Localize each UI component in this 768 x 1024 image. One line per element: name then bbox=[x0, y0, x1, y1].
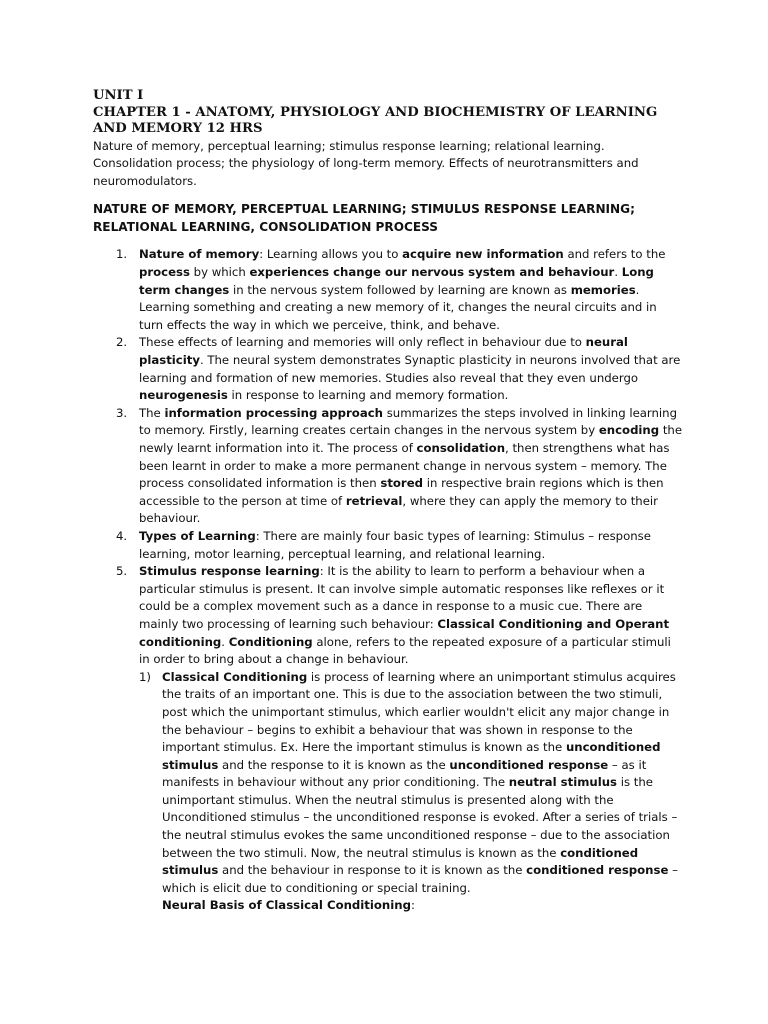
subheading-neural-basis bbox=[162, 897, 683, 915]
text-run: and the response to it is known as the bbox=[218, 757, 450, 772]
text-run: : Learning allows you to bbox=[259, 247, 403, 262]
text-run: summarizes the steps involved in linking learning to memory. Firstly, learning creates certain changes in the nervous system by bbox=[139, 405, 678, 438]
bold-term: consolidation bbox=[416, 441, 506, 455]
chapter-title: CHAPTER 1 - ANATOMY, PHYSIOLOGY AND BIOCHEMISTRY OF LEARNING AND MEMORY 12 HRS bbox=[93, 104, 658, 136]
bold-term: Nature of memory bbox=[139, 247, 260, 262]
text-run: in respective brain regions which is then accessible to the person at time of bbox=[139, 476, 664, 508]
bold-term: memories bbox=[570, 282, 636, 297]
list-item bbox=[93, 334, 683, 404]
bold-term: stored bbox=[380, 476, 423, 491]
text-run: : There are mainly four basic types of learning: Stimulus – response learning, motor learning, perceptual learning, and relational learning. bbox=[139, 528, 651, 561]
list-item-text bbox=[139, 246, 683, 334]
text-run: in the nervous system followed by learning are known as bbox=[229, 282, 571, 297]
text-run: : It is the ability to learn to perform a behaviour when a particular stimulus is present. It can involve simple automatic responses like reflexes or it could be a complex movement such as a dance in response to a music cue. There are mainly two processing of learning such behaviour: bbox=[139, 564, 665, 631]
list-item bbox=[93, 528, 683, 563]
bold-term: neural plasticity bbox=[139, 335, 628, 368]
text-run: , where they can apply the memory to their behaviour. bbox=[139, 493, 658, 526]
bold-term: Types of Learning bbox=[139, 528, 256, 543]
numbered-list bbox=[93, 246, 683, 915]
text-run: . The neural system demonstrates Synaptic plasticity in neurons involved that are learning and formation of new memories. Studies also reveal that they even undergo bbox=[139, 353, 681, 385]
text-run: : bbox=[410, 898, 415, 913]
sub-list-number: 1) bbox=[139, 669, 151, 684]
bold-term: neutral stimulus bbox=[508, 775, 617, 790]
sub-list-item bbox=[139, 669, 683, 915]
bold-term: acquire new information bbox=[402, 247, 564, 262]
list-number: 3. bbox=[116, 405, 128, 420]
sub-list-item-text bbox=[162, 669, 683, 898]
bold-term: experiences change our nervous system and behaviour bbox=[249, 265, 615, 280]
list-number: 2. bbox=[116, 335, 128, 350]
list-item-text bbox=[139, 405, 683, 528]
bold-term: conditioned response bbox=[526, 863, 669, 878]
text-run: . Learning something and creating a new memory of it, changes the neural circuits and in turn effects the way in which we perceive, think, and behave. bbox=[139, 282, 657, 332]
bold-term: Classical Conditioning bbox=[162, 669, 308, 684]
text-run: by which bbox=[189, 265, 250, 280]
text-run: These effects of learning and memories will only reflect in behaviour due to bbox=[139, 335, 586, 350]
bold-term: Stimulus response learning bbox=[139, 564, 320, 579]
text-run: The bbox=[139, 405, 165, 420]
bold-term: conditioned stimulus bbox=[162, 845, 639, 878]
text-run: – as it manifests in behaviour without any prior conditioning. The bbox=[162, 757, 647, 790]
bold-term: Classical Conditioning and Operant conditioning bbox=[139, 616, 670, 649]
list-item-text bbox=[139, 528, 683, 563]
bold-term: process bbox=[139, 265, 190, 280]
text-run: . bbox=[221, 634, 229, 649]
text-run: alone, refers to the repeated exposure of a particular stimuli in order to bring about a change in behaviour. bbox=[139, 634, 671, 667]
text-run: . bbox=[614, 265, 622, 280]
bold-term: unconditioned stimulus bbox=[162, 740, 661, 772]
text-run: – which is elicit due to conditioning or special training. bbox=[162, 863, 678, 895]
list-number: 1. bbox=[116, 247, 128, 262]
list-number: 4. bbox=[116, 528, 128, 543]
list-item bbox=[93, 405, 683, 528]
text-run: in response to learning and memory formation. bbox=[227, 388, 509, 403]
text-run: the newly learnt information into it. The process of bbox=[139, 423, 683, 455]
chapter-intro: Nature of memory, perceptual learning; stimulus response learning; relational learning. Consolidation process; the physiology of long-term memory. Effects of neurotransmitters and neuromodulators. bbox=[93, 138, 639, 188]
unit-title: UNIT I bbox=[93, 88, 144, 103]
text-run: , then strengthens what has been learnt in order to make a more permanent change in nervous system – memory. The process consolidated information is then bbox=[139, 441, 670, 491]
section-heading: NATURE OF MEMORY, PERCEPTUAL LEARNING; STIMULUS RESPONSE LEARNING; RELATIONAL LEARNING, CONSOLIDATION PROCESS bbox=[93, 202, 635, 234]
bold-term: Conditioning bbox=[228, 634, 313, 649]
document-content bbox=[93, 88, 683, 915]
text-run: is process of learning where an unimportant stimulus acquires the traits of an important one. This is due to the association between the two stimuli, post which the unimportant stimulus, which earlier wouldn't elicit any major change in the behaviour – begins to exhibit a behaviour that was shown in response to the important stimulus. Ex. Here the important stimulus is known as the bbox=[162, 669, 676, 755]
text-run: and the behaviour in response to it is known as the bbox=[218, 863, 527, 878]
list-item-text bbox=[139, 334, 683, 404]
text-run: and refers to the bbox=[563, 247, 666, 262]
text-run: is the unimportant stimulus. When the neutral stimulus is presented along with the Unconditioned stimulus – the unconditioned response is evoked. After a series of trials – the neutral stimulus evokes the same unconditioned response – due to the association between the two stimuli. Now, the neutral stimulus is known as the bbox=[162, 775, 678, 860]
list-number: 5. bbox=[116, 564, 128, 579]
bold-term: unconditioned response bbox=[449, 757, 609, 772]
bold-term: neurogenesis bbox=[139, 388, 228, 403]
list-item bbox=[93, 246, 683, 334]
bold-term: Neural Basis of Classical Conditioning bbox=[162, 898, 411, 913]
list-item-text bbox=[139, 563, 683, 669]
bold-term: retrieval bbox=[345, 493, 403, 508]
bold-term: encoding bbox=[598, 423, 660, 438]
bold-term: Long term changes bbox=[139, 265, 654, 297]
sub-list bbox=[139, 669, 683, 915]
list-item bbox=[93, 563, 683, 915]
bold-term: information processing approach bbox=[164, 405, 383, 420]
